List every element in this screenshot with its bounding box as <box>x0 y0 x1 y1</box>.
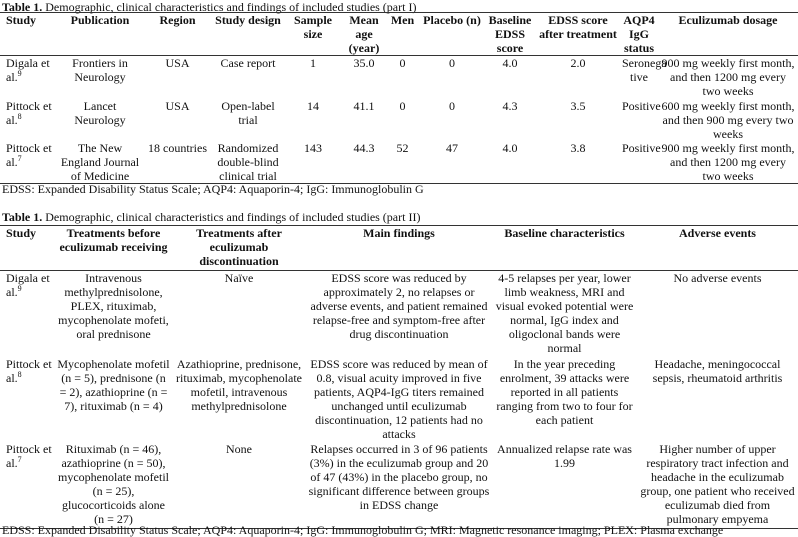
cell-placebo: 0 <box>449 56 455 70</box>
cell-study <box>0 357 55 442</box>
table2-footnote: EDSS: Expanded Disability Status Scale; AQP4: Aquaporin-4; IgG: Immunoglobulin G; MRI: Magnetic resonance imaging; PLEX: Plasma exchange <box>2 523 724 537</box>
caption-text: Demographic, clinical characteristics and findings of included studies (part II) <box>42 210 421 224</box>
cell-baseline: 4.3 <box>502 98 518 113</box>
study-name: Pittock et al. <box>6 98 52 127</box>
header-baseline: Baseline characteristics <box>504 226 625 240</box>
cell-baseline: 4-5 relapses per year, lower limb weakness, MRI and visual evoked potential were normal, IgG index and oligoclonal bands were normal <box>495 271 634 355</box>
table1-header-row <box>0 13 798 56</box>
study-name: Pittock et al. <box>6 140 52 169</box>
cell-after: None <box>226 441 252 456</box>
cell-baseline: 4.0 <box>502 56 518 70</box>
caption-label: Table 1. <box>2 210 43 224</box>
header-after: EDSS score after treatment <box>539 13 617 41</box>
cell-placebo: 0 <box>449 98 455 113</box>
cell-age: 41.1 <box>353 98 375 113</box>
reference-number: 7 <box>17 153 22 163</box>
cell-findings: EDSS score was reduced by approximately 2, no relapses or adverse events, and patient remained relapse-free and symptom-free after drug discontinuation <box>310 271 488 341</box>
cell-design: Randomized double-blind clinical trial <box>217 140 279 183</box>
table-row <box>0 99 798 141</box>
header-study: Study <box>6 226 37 240</box>
cell-adverse: Headache, meningococcal sepsis, rheumatoid arthritis <box>652 356 783 385</box>
header-aqp4: AQP4 IgG status <box>623 13 655 55</box>
caption-text: Demographic, clinical characteristics and findings of included studies (part I) <box>42 0 417 14</box>
table2-header-row <box>0 226 798 271</box>
study-name: Pittock et al. <box>6 441 52 470</box>
table-row <box>0 442 798 529</box>
header-age: Mean age (year) <box>348 13 380 55</box>
cell-before: Rituximab (n = 46), azathioprine (n = 50), mycophenolate mofetil (n = 25), glucocorticoids alone (n = 27) <box>58 441 169 526</box>
cell-after: 3.5 <box>570 98 586 113</box>
header-sample: Sample size <box>293 13 332 41</box>
study-name: Digala et al. <box>6 271 50 299</box>
header-before: Treatments before eculizumab receiving <box>59 226 168 254</box>
cell-study <box>0 99 58 141</box>
cell-design: Open-label trial <box>221 98 275 127</box>
cell-adverse: Higher number of upper respiratory tract infection and headache in the eculizumab group, one patient who received eculizumab died from pulmonary empyema <box>640 441 795 526</box>
cell-dosage: 900 mg weekly first month, and then 1200 mg every two weeks <box>661 140 795 183</box>
cell-findings: EDSS score was reduced by mean of 0.8, visual acuity improved in five patients, AQP4-IgG titers remained unchanged until eculizumab discontinuation, 12 patients had no attacks <box>310 356 488 441</box>
caption-label: Table 1. <box>2 0 43 14</box>
cell-adverse: No adverse events <box>673 271 762 285</box>
cell-after: Naïve <box>224 271 254 285</box>
cell-sample: 143 <box>304 140 322 155</box>
header-study: Study <box>6 13 37 27</box>
cell-publication: The New England Journal of Medicine <box>60 140 140 183</box>
cell-study <box>0 271 55 357</box>
cell-study <box>0 141 58 184</box>
cell-region: 18 countries <box>148 140 207 155</box>
cell-age: 35.0 <box>353 56 375 70</box>
table1 <box>0 12 798 184</box>
study-name: Pittock et al. <box>6 356 52 385</box>
cell-publication: Lancet Neurology <box>74 98 126 127</box>
cell-sample: 1 <box>310 56 316 70</box>
cell-region: USA <box>165 98 190 113</box>
reference-number: 9 <box>17 284 22 293</box>
reference-number: 8 <box>17 369 22 379</box>
reference-number: 9 <box>17 69 22 78</box>
header-design: Study design <box>215 13 281 27</box>
header-publication: Publication <box>70 13 130 27</box>
reference-number: 8 <box>17 111 22 121</box>
cell-age: 44.3 <box>353 140 375 155</box>
cell-before: Mycophenolate mofetil (n = 5), prednisone (n = 2), azathioprine (n = 7), rituximab (n = 4) <box>57 356 170 413</box>
cell-aqp4: Seronega tive <box>622 56 667 84</box>
cell-baseline: Annualized relapse rate was 1.99 <box>497 441 632 470</box>
cell-after: Azathioprine, prednisone, rituximab, mycophenolate mofetil, intravenous methylprednisolone <box>176 356 302 413</box>
table2-caption <box>2 210 420 224</box>
header-baseline: Baseline EDSS score <box>488 13 532 55</box>
table-row <box>0 56 798 99</box>
table-row <box>0 271 798 357</box>
cell-baseline: 4.0 <box>502 140 518 155</box>
table-row <box>0 357 798 442</box>
table-row <box>0 141 798 184</box>
cell-after: 2.0 <box>570 56 586 70</box>
cell-before: Intravenous methylprednisolone, PLEX, rituximab, mycophenolate mofeti, oral prednisone <box>58 271 169 341</box>
cell-region: USA <box>165 56 190 70</box>
cell-aqp4: Positive <box>622 140 661 155</box>
table2 <box>0 225 798 529</box>
reference-number: 7 <box>17 454 22 464</box>
cell-study <box>0 56 58 99</box>
header-placebo: Placebo (n) <box>423 13 481 27</box>
cell-findings: Relapses occurred in 3 of 96 patients (3%) in the eculizumab group and 20 of 47 (43%) in the placebo group, no significant difference between groups in EDSS change <box>308 441 490 512</box>
header-region: Region <box>159 13 196 27</box>
header-dosage: Eculizumab dosage <box>678 13 778 27</box>
header-findings: Main findings <box>363 226 435 240</box>
cell-men: 52 <box>396 140 409 155</box>
study-name: Digala et al. <box>6 56 50 84</box>
cell-placebo: 47 <box>446 140 458 155</box>
cell-after: 3.8 <box>570 140 586 155</box>
cell-dosage: 900 mg weekly first month, and then 1200 mg every two weeks <box>661 56 795 98</box>
cell-men: 0 <box>399 98 406 113</box>
cell-publication: Frontiers in Neurology <box>72 56 128 84</box>
cell-men: 0 <box>399 56 406 70</box>
cell-study <box>0 442 55 529</box>
header-men: Men <box>390 13 415 27</box>
table1-footnote: EDSS: Expanded Disability Status Scale; AQP4: Aquaporin-4; IgG: Immunoglobulin G <box>2 182 424 196</box>
cell-dosage: 600 mg weekly first month, and then 900 mg every two weeks <box>661 98 795 141</box>
header-after: Treatments after eculizumab discontinuation <box>196 226 282 268</box>
cell-design: Case report <box>220 56 276 70</box>
cell-sample: 14 <box>307 98 319 113</box>
cell-baseline: In the year preceding enrolment, 39 attacks were reported in all patients ranging from two to four for each patient <box>496 356 633 427</box>
cell-aqp4: Positive <box>622 98 661 113</box>
header-adverse: Adverse events <box>679 226 756 240</box>
